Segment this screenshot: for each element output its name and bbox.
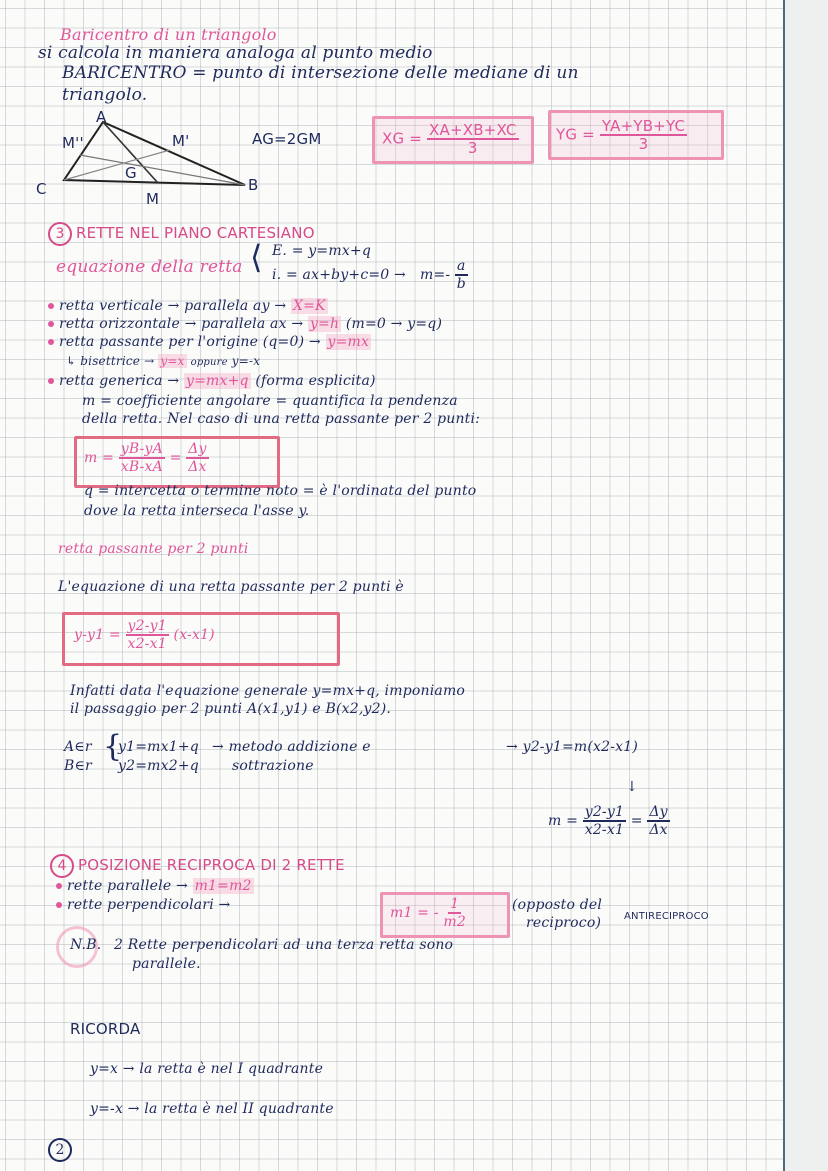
baricentro-line-1: si calcola in maniera analoga al punto medio: [38, 43, 433, 63]
bullet-icon: [56, 902, 62, 908]
bullet-generica: retta generica → y=mx+q (forma esplicita): [48, 372, 376, 390]
perpendicular-note-2: reciproco): [526, 915, 602, 931]
ricorda-title: RICORDA: [70, 1020, 141, 1038]
bullet-origine: retta passante per l'origine (q=0) → y=mx: [48, 333, 371, 351]
m-definition-2: della retta. Nel caso di una retta passante per 2 punti:: [82, 411, 481, 427]
perpendicular-formula: m1 = - $\frac{1}{m2}$: [390, 896, 466, 930]
method-label: → metodo addizione e: [212, 739, 371, 755]
system-eq-1: y1=mx1+q: [118, 739, 199, 755]
due-punti-intro: L'equazione di una retta passante per 2 punti è: [58, 579, 404, 595]
ricorda-line-1: y=x → la retta è nel I quadrante: [90, 1061, 324, 1077]
due-punti-title: retta passante per 2 punti: [58, 541, 249, 557]
bullet-icon: [56, 883, 62, 889]
proof-line-2: il passaggio per 2 punti A(x1,y1) e B(x2,y2).: [70, 701, 392, 717]
difference-result: → y2-y1=m(x2-x1): [506, 739, 639, 755]
bisettrice-line: ↳ bisettrice → y=x oppure y=-x: [66, 354, 261, 368]
ag-relation: AG=2GM: [252, 130, 322, 148]
nb-line-2: parallele.: [132, 956, 201, 972]
midpoint-m1-label: M': [172, 132, 190, 150]
bullet-icon: [48, 303, 54, 309]
section-4-heading: 4 POSIZIONE RECIPROCA DI 2 RETTE: [50, 854, 345, 878]
m-definition-1: m = coefficiente angolare = quantifica la pendenza: [82, 393, 458, 409]
xg-formula: XG = $\frac{XA+XB+XC}{3}$: [382, 121, 517, 157]
vertex-a-label: A: [96, 108, 107, 126]
vertex-b-label: B: [248, 176, 259, 194]
system-brace: {: [103, 729, 123, 764]
perpendicular-rule: rette perpendicolari →: [56, 896, 230, 914]
bullet-icon: [48, 321, 54, 327]
system-label-b: B∈r: [64, 758, 92, 774]
two-point-formula: y-y1 = $\frac{y2-y1}{x2-x1}$ (x-x1): [74, 618, 215, 652]
brace: ⟨: [250, 238, 263, 276]
baricentro-line-3: triangolo.: [62, 85, 148, 105]
proof-line-1: Infatti data l'equazione generale y=mx+q, imponiamo: [70, 683, 466, 699]
midpoint-m2-label: M'': [62, 134, 84, 152]
equation-label: equazione della retta: [56, 257, 243, 277]
baricentro-title: Baricentro di un triangolo: [60, 25, 277, 44]
method-label-2: sottrazione: [232, 758, 314, 774]
implicit-form: i. = ax+by+c=0 →: [272, 267, 406, 283]
bullet-icon: [48, 378, 54, 384]
bullet-icon: [48, 339, 54, 345]
q-definition-2: dove la retta interseca l'asse y.: [84, 503, 310, 519]
bullet-verticale: retta verticale → parallela ay → X=K: [48, 297, 328, 315]
antireciproco-tag: ANTIRECIPROCO: [624, 911, 709, 922]
parallel-rule: rette parallele → m1=m2: [56, 877, 254, 895]
nb-line-1: 2 Rette perpendicolari ad una terza retta sono: [114, 937, 454, 953]
perpendicular-note-1: (opposto del: [512, 897, 603, 913]
m-result-formula: m = $\frac{y2-y1}{x2-x1}$ = $\frac{\Delta y}{\Delta x}$: [548, 804, 668, 838]
yg-formula: YG = $\frac{YA+YB+YC}{3}$: [556, 117, 686, 153]
midpoint-m-label: M: [146, 190, 160, 208]
page-number: 2: [48, 1138, 76, 1162]
slope-formula: m = $\frac{yB-yA}{xB-xA}$ = $\frac{\Delta y}{\Delta x}$: [84, 441, 207, 475]
bullet-orizzontale: retta orizzontale → parallela ax → y=h (m=0 → y=q): [48, 315, 442, 333]
down-arrow: ↓: [626, 779, 638, 795]
implicit-slope: m=- $\frac{a}{b}$: [420, 258, 466, 292]
q-definition-1: q = intercetta o termine noto = è l'ordinata del punto: [84, 483, 477, 499]
page-margin: [785, 0, 828, 1171]
section-3-heading: 3 RETTE NEL PIANO CARTESIANO: [48, 222, 315, 246]
ricorda-line-2: y=-x → la retta è nel II quadrante: [90, 1101, 334, 1117]
baricentro-line-2: BARICENTRO = punto di intersezione delle mediane di un: [62, 63, 579, 83]
triangle-diagram: [40, 105, 280, 200]
explicit-form: E. = y=mx+q: [272, 243, 372, 259]
system-label-a: A∈r: [64, 739, 92, 755]
centroid-g-label: G: [125, 164, 137, 182]
system-eq-2: y2=mx2+q: [118, 758, 199, 774]
nb-label: N.B.: [70, 937, 102, 953]
vertex-c-label: C: [36, 180, 47, 198]
